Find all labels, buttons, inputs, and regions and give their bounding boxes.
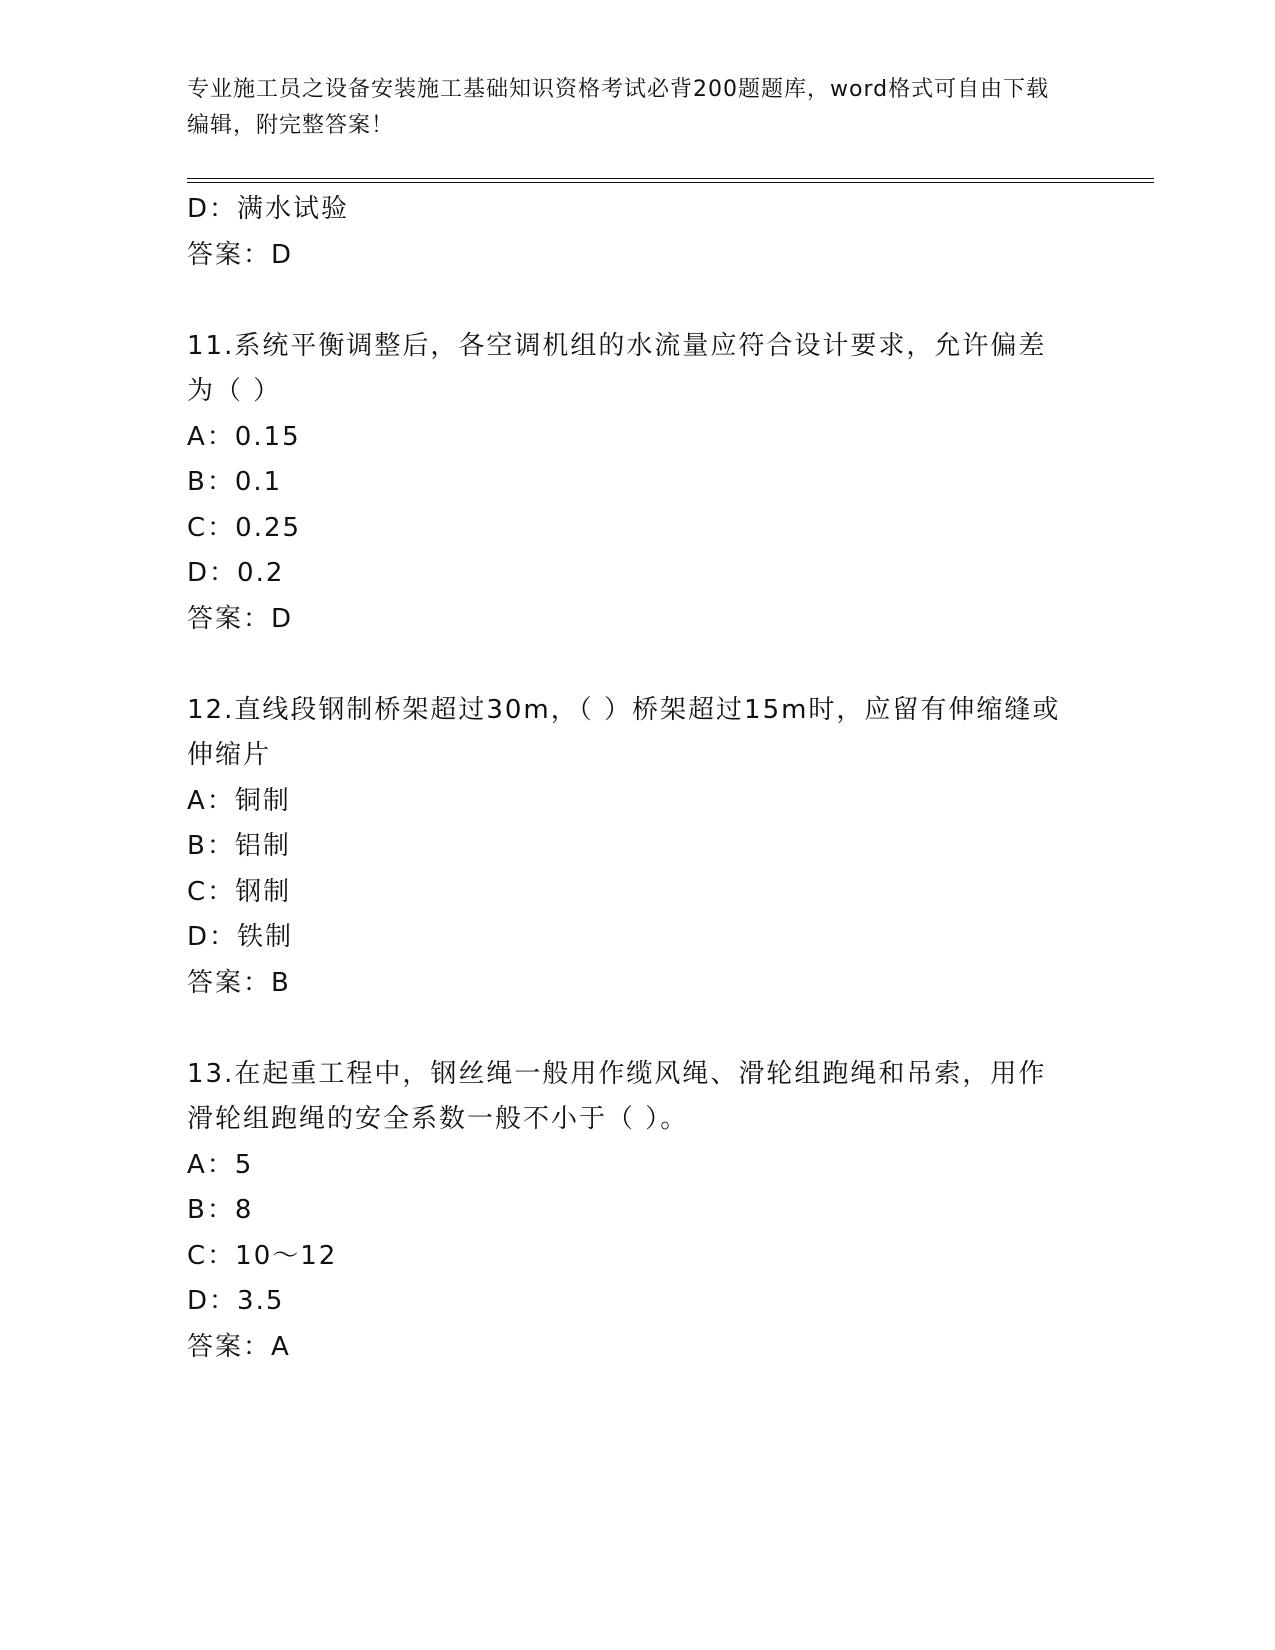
question-list [187, 187, 1087, 1370]
question-stem-continued: 滑轮组跑绳的安全系数一般不小于（ ）。 [187, 1104, 689, 1134]
answer-line: 答案：D [187, 239, 294, 270]
document-header: 专业施工员之设备安装施工基础知识资格考试必背200题题库，word格式可自由下载编辑，附完整答案！ [187, 77, 1050, 138]
question-stem: 12.直线段钢制桥架超过30m，（ ）桥架超过15m时，应留有伸缩缝或 [187, 694, 1061, 725]
question-stem: 11.系统平衡调整后，各空调机组的水流量应符合设计要求，允许偏差 [187, 330, 1047, 361]
question-12 [187, 688, 1087, 1007]
question-stem: 13.在起重工程中，钢丝绳一般用作缆风绳、滑轮组跑绳和吊索，用作 [187, 1058, 1047, 1089]
option-c: C：钢制 [187, 876, 292, 907]
header-divider-bottom [187, 182, 1154, 183]
option-a: A：0.15 [187, 421, 301, 452]
header-divider-top [187, 178, 1154, 179]
option-d: D：满水试验 [187, 194, 350, 224]
option-a: A：铜制 [187, 785, 291, 816]
spacer [187, 1006, 1087, 1052]
option-c: C：0.25 [187, 512, 302, 543]
option-b: B：8 [187, 1195, 254, 1225]
option-d: D：0.2 [187, 558, 285, 588]
question-13 [187, 1052, 1087, 1371]
answer-line: 答案：B [187, 967, 291, 998]
question-stem-continued: 为（ ） [187, 376, 282, 406]
answer-line: 答案：D [187, 603, 294, 634]
spacer [187, 642, 1087, 688]
option-a: A：5 [187, 1149, 254, 1180]
option-d: D：3.5 [187, 1286, 285, 1316]
option-b: B：0.1 [187, 467, 283, 497]
answer-line: 答案：A [187, 1331, 291, 1362]
option-b: B：铝制 [187, 831, 291, 861]
question-11 [187, 324, 1087, 643]
option-d: D：铁制 [187, 922, 294, 952]
option-c: C：10～12 [187, 1240, 338, 1271]
question-stem-continued: 伸缩片 [187, 740, 272, 770]
spacer [187, 278, 1087, 324]
